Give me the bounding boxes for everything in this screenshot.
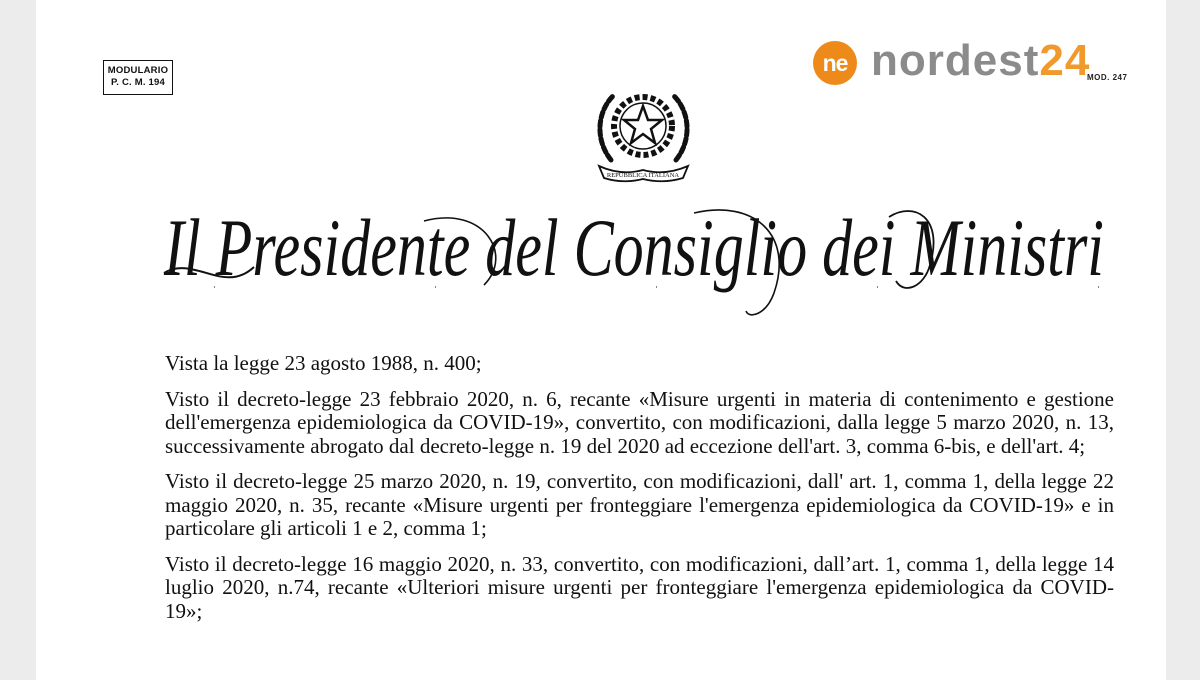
form-code-line-1: MODULARIO	[107, 65, 169, 76]
ne-monogram-icon: ne	[813, 41, 857, 85]
heading-text: Il Presidente del Consiglio dei Ministri	[163, 202, 1104, 293]
italian-republic-emblem-icon	[591, 78, 696, 188]
paragraph-3: Visto il decreto-legge 25 marzo 2020, n. 19, convertito, con modificazioni, dall' art. 1, comma 1, della legge 22 maggio 2020, n. 35, recante «Misure urgenti per fronteggiare l'emergenza epidemiologica da COVID-19» e in particolare gli articoli 1 e 2, comma 1;	[165, 469, 1114, 540]
form-code-box	[103, 60, 173, 95]
logo-wordmark	[871, 36, 1090, 86]
logo-name-part-1: nordest	[871, 36, 1040, 85]
paragraph-4: Visto il decreto-legge 16 maggio 2020, n. 33, convertito, con modificazioni, dall’art. 1, comma 1, della legge 14 luglio 2020, n.74, recante «Ulteriori misure urgenti per fronteggiare l'emergenza epidemiologica da COVID-19»;	[165, 551, 1114, 623]
form-code-line-2: P. C. M. 194	[111, 77, 165, 88]
paragraph-1: Vista la legge 23 agosto 1988, n. 400;	[165, 351, 482, 375]
nordest24-logo	[813, 36, 1133, 90]
emblem-inscription: REPUBBLICA ITALIANA	[606, 172, 680, 179]
mod-label: MOD. 247	[1087, 73, 1128, 82]
paragraph-2: Visto il decreto-legge 23 febbraio 2020, n. 6, recante «Misure urgenti in materia di contenimento e gestione dell'emergenza epidemiologica da COVID-19», convertito, con modificazioni, dalla legge 5 marzo 2020, n. 13, successivamente abrogato dal decreto-legge n. 19 del 2020 ad eccezione dell'art. 3, comma 6-bis, e dell'art. 4;	[165, 386, 1114, 458]
document-heading	[154, 195, 1114, 325]
document-page	[36, 0, 1166, 680]
logo-name-part-2: 24	[1039, 36, 1091, 85]
document-body	[165, 352, 1114, 635]
